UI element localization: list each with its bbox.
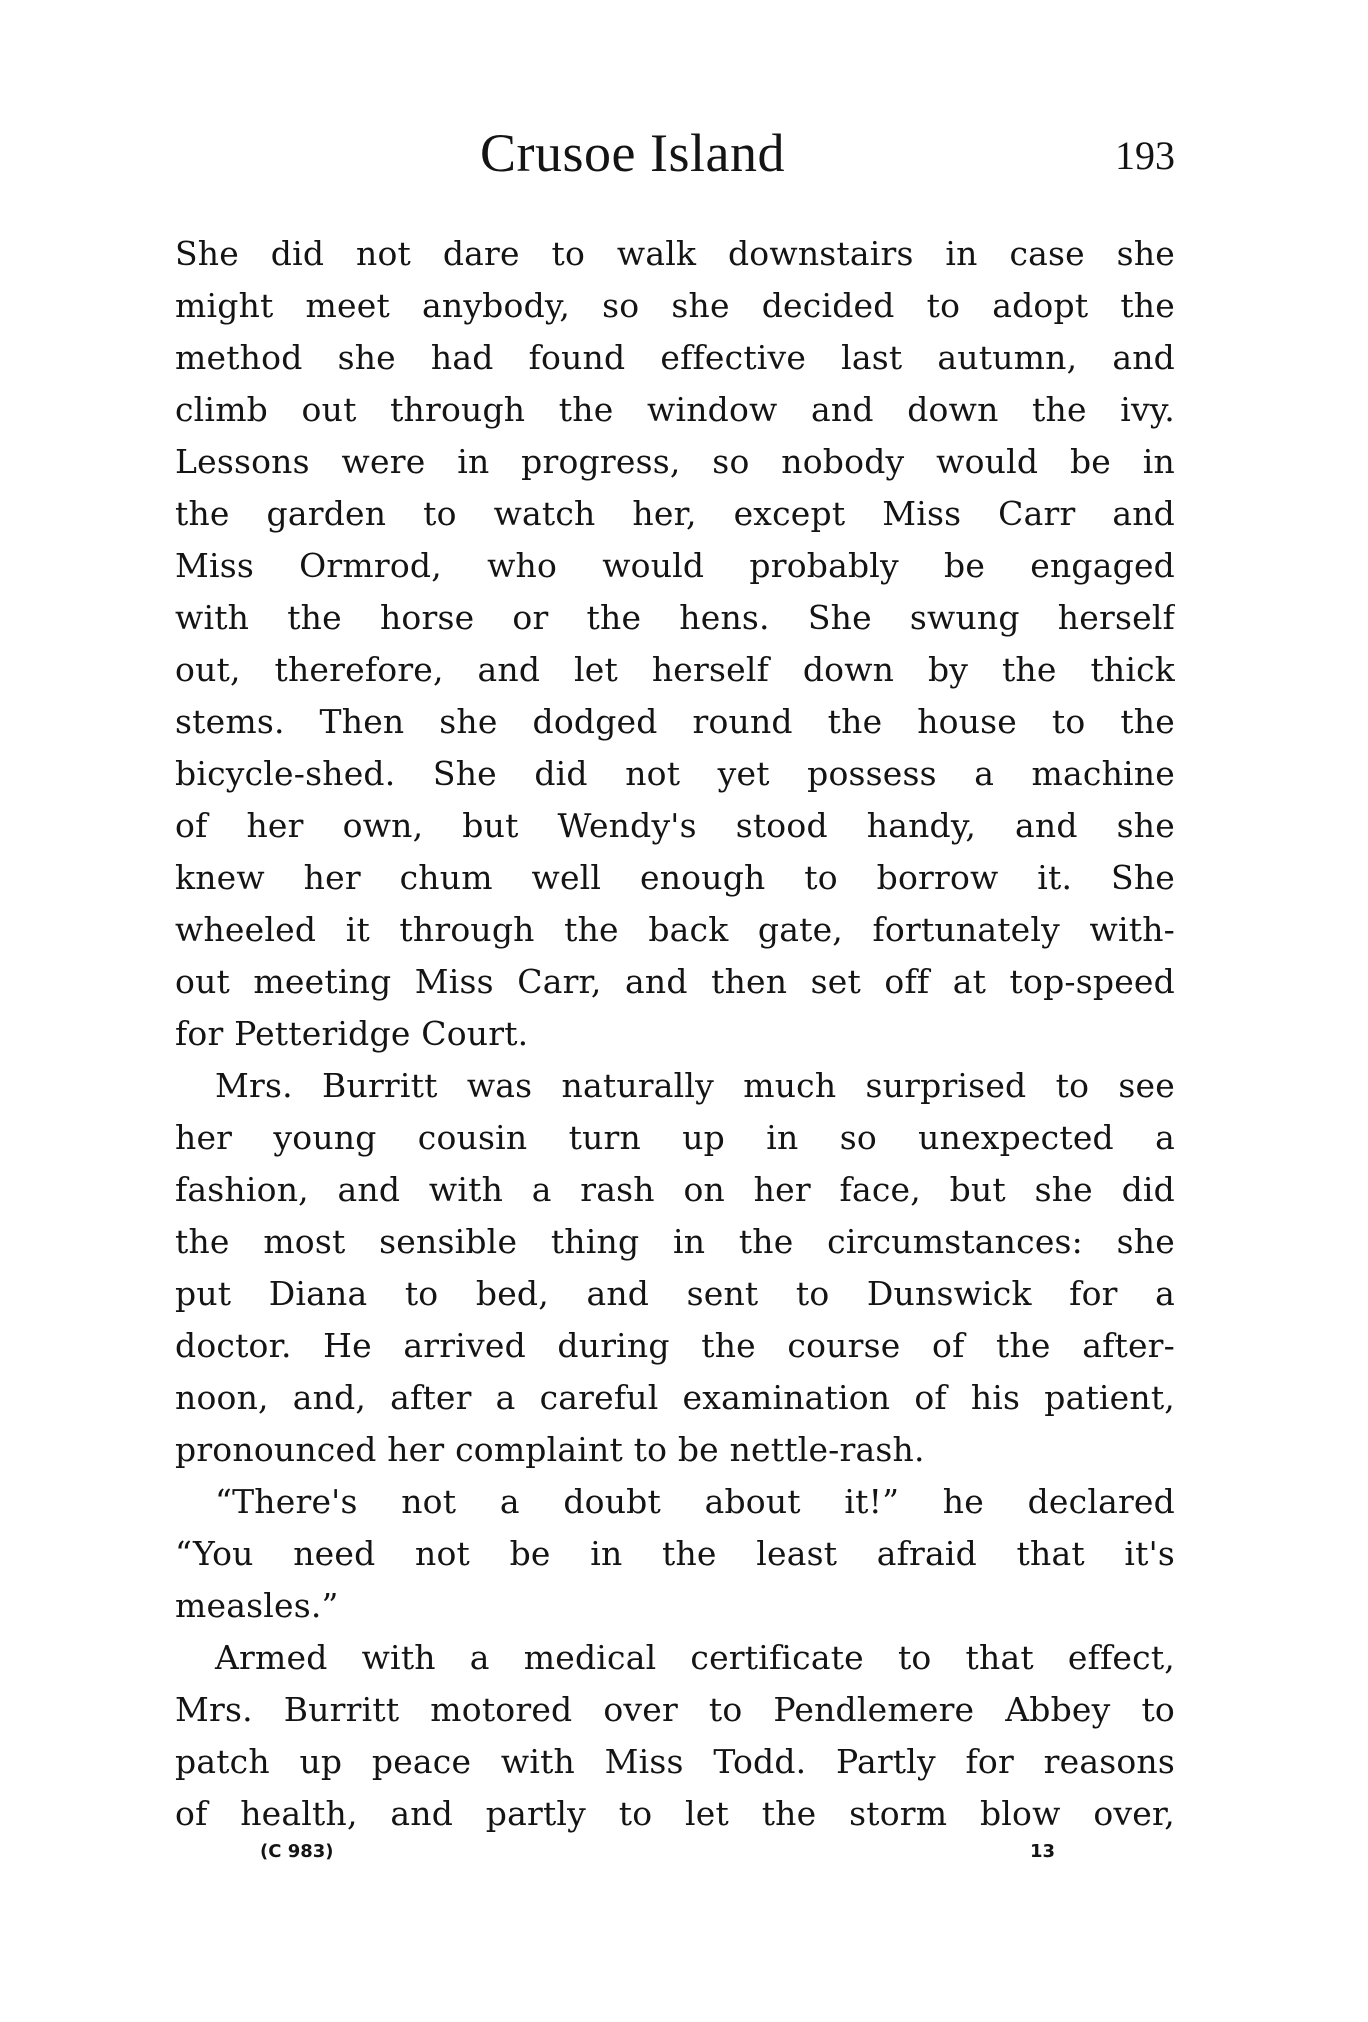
text-line: with the horse or the hens. She swung herself bbox=[175, 598, 1175, 637]
text-line: put Diana to bed, and sent to Dunswick for a bbox=[175, 1274, 1175, 1313]
text-line: “You need not be in the least afraid that it's bbox=[175, 1534, 1175, 1573]
text-line: noon, and, after a careful examination of his patient, bbox=[175, 1378, 1175, 1417]
text-line: Lessons were in progress, so nobody would be in bbox=[175, 442, 1175, 481]
text-line: stems. Then she dodged round the house to the bbox=[175, 702, 1175, 741]
printer-signature-mark: 13 bbox=[1030, 1841, 1056, 1862]
text-line: wheeled it through the back gate, fortunately with- bbox=[175, 910, 1175, 949]
text-line: of health, and partly to let the storm blow over, bbox=[175, 1794, 1175, 1833]
page-footer bbox=[260, 1837, 1100, 1877]
text-line: doctor. He arrived during the course of the after- bbox=[175, 1326, 1175, 1365]
text-line: pronounced her complaint to be nettle-rash. bbox=[175, 1430, 925, 1469]
text-line: of her own, but Wendy's stood handy, and she bbox=[175, 806, 1175, 845]
text-line: Mrs. Burritt was naturally much surprised to see bbox=[215, 1066, 1175, 1105]
text-line: She did not dare to walk downstairs in case she bbox=[175, 234, 1175, 273]
text-line: out meeting Miss Carr, and then set off at top-speed bbox=[175, 962, 1175, 1001]
text-line: bicycle-shed. She did not yet possess a machine bbox=[175, 754, 1175, 793]
text-line: Mrs. Burritt motored over to Pendlemere Abbey to bbox=[175, 1690, 1175, 1729]
text-line: the most sensible thing in the circumstances: she bbox=[175, 1222, 1175, 1261]
text-line: fashion, and with a rash on her face, but she did bbox=[175, 1170, 1175, 1209]
text-line: climb out through the window and down the ivy. bbox=[175, 390, 1175, 429]
text-line: might meet anybody, so she decided to adopt the bbox=[175, 286, 1175, 325]
text-line: Armed with a medical certificate to that effect, bbox=[215, 1638, 1175, 1677]
text-line: measles.” bbox=[175, 1586, 339, 1625]
text-line: the garden to watch her, except Miss Carr and bbox=[175, 494, 1175, 533]
text-line: out, therefore, and let herself down by the thick bbox=[175, 650, 1175, 689]
text-line: Miss Ormrod, who would probably be engaged bbox=[175, 546, 1175, 585]
printer-signature-code: (C 983) bbox=[260, 1841, 334, 1862]
running-title: Crusoe Island bbox=[480, 123, 785, 183]
text-line: patch up peace with Miss Todd. Partly for reasons bbox=[175, 1742, 1175, 1781]
text-line: knew her chum well enough to borrow it. She bbox=[175, 858, 1175, 897]
body-text bbox=[175, 228, 1175, 1840]
text-line: her young cousin turn up in so unexpected a bbox=[175, 1118, 1175, 1157]
page-number: 193 bbox=[1115, 133, 1175, 178]
text-line: “There's not a doubt about it!” he declared bbox=[215, 1482, 1175, 1521]
running-head bbox=[175, 118, 1175, 188]
text-line: for Petteridge Court. bbox=[175, 1014, 529, 1053]
text-line: method she had found effective last autumn, and bbox=[175, 338, 1175, 377]
